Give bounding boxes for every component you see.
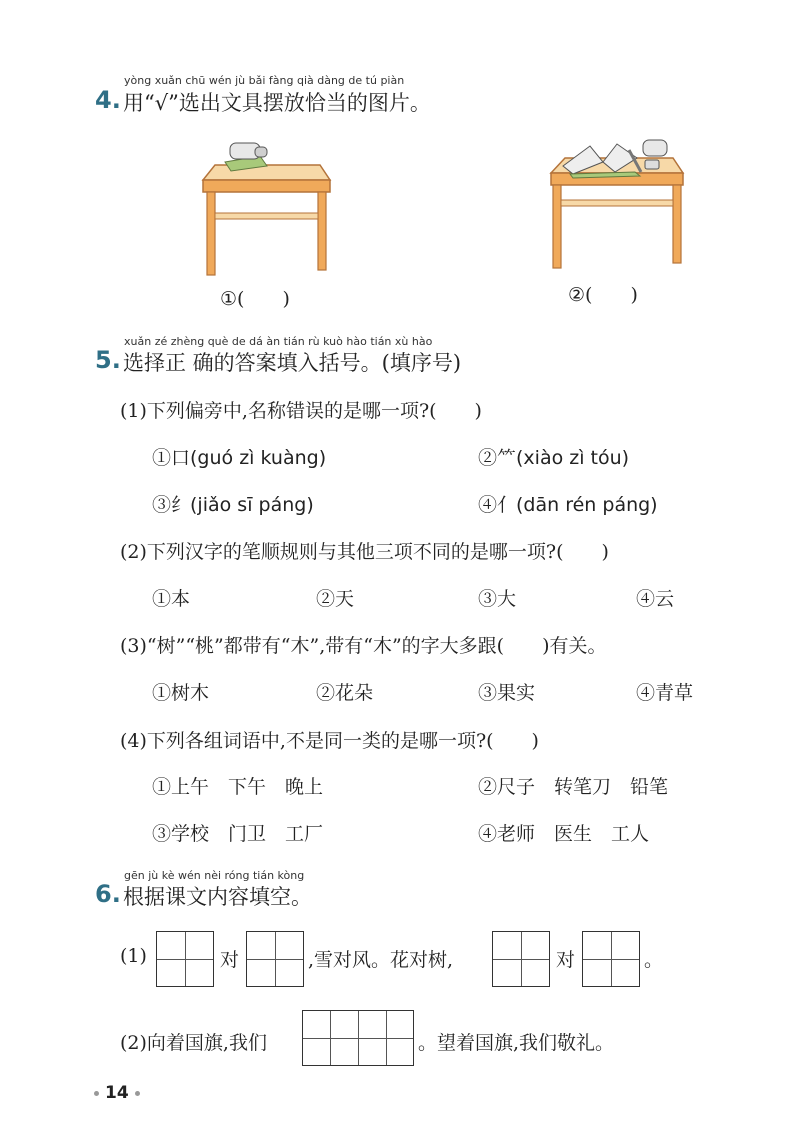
q6-2-box[interactable] (302, 1010, 414, 1066)
q5-1-option-b-pinyin: (xiào zì tóu) (516, 447, 630, 469)
desk-image-1[interactable] (195, 135, 335, 277)
q5-3-option-a[interactable]: ①树木 (152, 682, 210, 704)
page-dot-right (135, 1091, 140, 1096)
q5-1-option-c-char: ③纟 (152, 494, 191, 516)
q5-3-option-d[interactable]: ④青草 (636, 682, 694, 704)
q4-option-1[interactable]: ①( ) (220, 288, 290, 310)
q5-1-stem: (1)下列偏旁中,名称错误的是哪一项?( ) (120, 400, 482, 422)
q4-number: 4. (95, 86, 121, 114)
page-number (88, 1083, 146, 1103)
q5-1-option-c[interactable] (152, 490, 314, 517)
q6-2-text-end: 。望着国旗,我们敬礼。 (418, 1032, 615, 1054)
q6-1-box-1[interactable] (156, 931, 214, 987)
q5-2-option-c[interactable]: ③大 (478, 588, 517, 610)
q5-1-option-a[interactable] (152, 443, 326, 470)
q6-number: 6. (95, 880, 121, 908)
q6-1-text-end: 。 (644, 949, 664, 971)
q5-3-stem: (3)“树”“桃”都带有“木”,带有“木”的字大多跟( )有关。 (120, 635, 607, 657)
q4-title: 用“√”选出文具摆放恰当的图片。 (123, 91, 431, 115)
q5-1-option-c-pinyin: (jiǎo sī páng) (190, 494, 314, 516)
q5-4-option-a[interactable]: ①上午 下午 晚上 (152, 776, 324, 798)
q5-2-option-d[interactable]: ④云 (636, 588, 675, 610)
q5-4-option-d[interactable]: ④老师 医生 工人 (478, 823, 650, 845)
q6-1-text-middle: ,雪对风。花对树, (308, 949, 454, 971)
q5-1-option-d-char: ④亻 (478, 494, 517, 516)
q5-4-stem: (4)下列各组词语中,不是同一类的是哪一项?( ) (120, 730, 539, 752)
q5-2-option-a[interactable]: ①本 (152, 588, 191, 610)
q5-pinyin: xuǎn zé zhèng què de dá àn tián rù kuò hào tián xù hào (124, 335, 433, 348)
desk-image-2[interactable] (545, 128, 690, 270)
q5-1-option-a-pinyin: (guó zì kuàng) (190, 447, 327, 469)
q6-2-text-start: (2)向着国旗,我们 (120, 1032, 267, 1054)
q5-1-option-b-char: ②⺮ (478, 447, 517, 469)
q6-1-text-dui-1: 对 (220, 949, 240, 971)
q5-1-option-d[interactable] (478, 490, 658, 517)
q5-number: 5. (95, 346, 121, 374)
page-number-text: 14 (105, 1083, 129, 1103)
q6-1-box-4[interactable] (582, 931, 640, 987)
q6-title: 根据课文内容填空。 (123, 885, 312, 909)
q6-1-box-3[interactable] (492, 931, 550, 987)
q6-1-text-dui-2: 对 (556, 949, 576, 971)
q5-2-option-b[interactable]: ②天 (316, 588, 355, 610)
q5-1-option-a-char: ①口 (152, 447, 191, 469)
q5-3-option-b[interactable]: ②花朵 (316, 682, 374, 704)
q5-1-option-d-pinyin: (dān rén páng) (516, 494, 658, 516)
q4-option-2[interactable]: ②( ) (568, 284, 638, 306)
q4-pinyin: yòng xuǎn chū wén jù bǎi fàng qià dàng de tú piàn (124, 74, 405, 87)
page-dot-left (94, 1091, 99, 1096)
q6-pinyin: gēn jù kè wén nèi róng tián kòng (124, 869, 305, 882)
q5-1-option-b[interactable] (478, 443, 629, 470)
q6-1-label: (1) (120, 945, 147, 967)
q5-3-option-c[interactable]: ③果实 (478, 682, 536, 704)
q5-2-stem: (2)下列汉字的笔顺规则与其他三项不同的是哪一项?( ) (120, 541, 609, 563)
q5-4-option-b[interactable]: ②尺子 转笔刀 铅笔 (478, 776, 669, 798)
q6-1-box-2[interactable] (246, 931, 304, 987)
q5-4-option-c[interactable]: ③学校 门卫 工厂 (152, 823, 324, 845)
q5-title: 选择正 确的答案填入括号。(填序号) (123, 351, 462, 375)
